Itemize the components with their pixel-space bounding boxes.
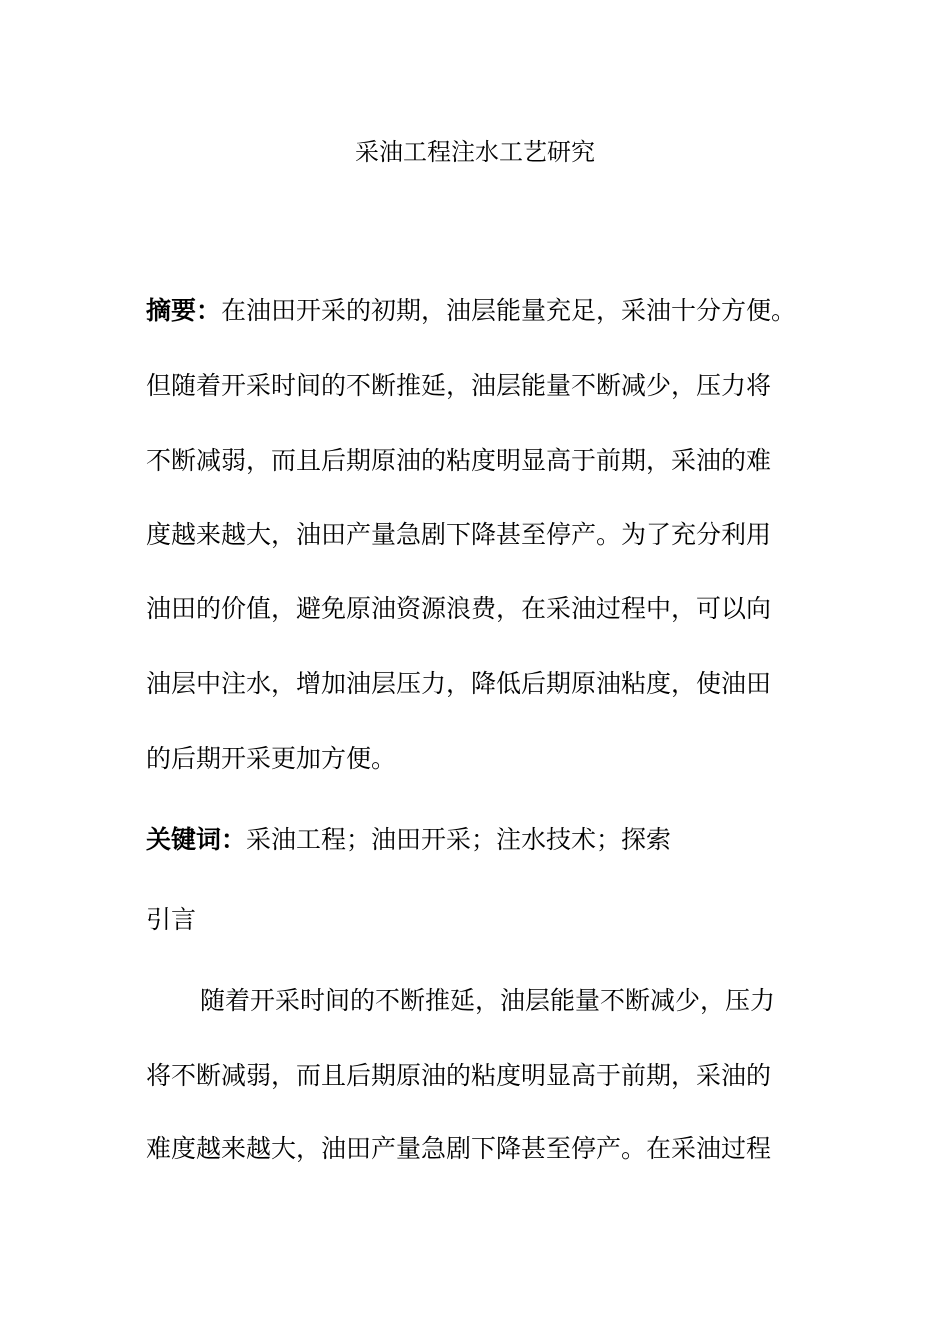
intro-line: 随着开采时间的不断推延，油层能量不断减少，压力 <box>200 986 776 1015</box>
abstract-label: 摘要： <box>146 296 222 325</box>
abstract-line: 度越来越大，油田产量急剧下降甚至停产。为了充分利用 <box>146 520 772 549</box>
keywords-line <box>146 820 846 860</box>
abstract-line: 的后期开采更加方便。 <box>146 744 397 773</box>
abstract-line <box>146 291 846 331</box>
abstract-line: 油田的价值，避免原油资源浪费，在采油过程中，可以向 <box>146 594 772 623</box>
abstract-text: 在油田开采的初期，油层能量充足，采油十分方便。 <box>221 296 797 325</box>
abstract-line: 不断减弱，而且后期原油的粘度明显高于前期，采油的难 <box>146 446 772 475</box>
keywords-text: 采油工程；油田开采；注水技术；探索 <box>246 825 672 854</box>
keywords-label: 关键词： <box>146 825 247 854</box>
intro-line: 将不断减弱，而且后期原油的粘度明显高于前期，采油的 <box>146 1061 772 1090</box>
section-heading-intro: 引言 <box>146 905 197 934</box>
document-title: 采油工程注水工艺研究 <box>355 138 595 166</box>
abstract-line: 但随着开采时间的不断推延，油层能量不断减少，压力将 <box>146 371 772 400</box>
intro-line: 难度越来越大，油田产量急剧下降甚至停产。在采油过程 <box>146 1134 772 1163</box>
abstract-line: 油层中注水，增加油层压力，降低后期原油粘度，使油田 <box>146 669 772 698</box>
